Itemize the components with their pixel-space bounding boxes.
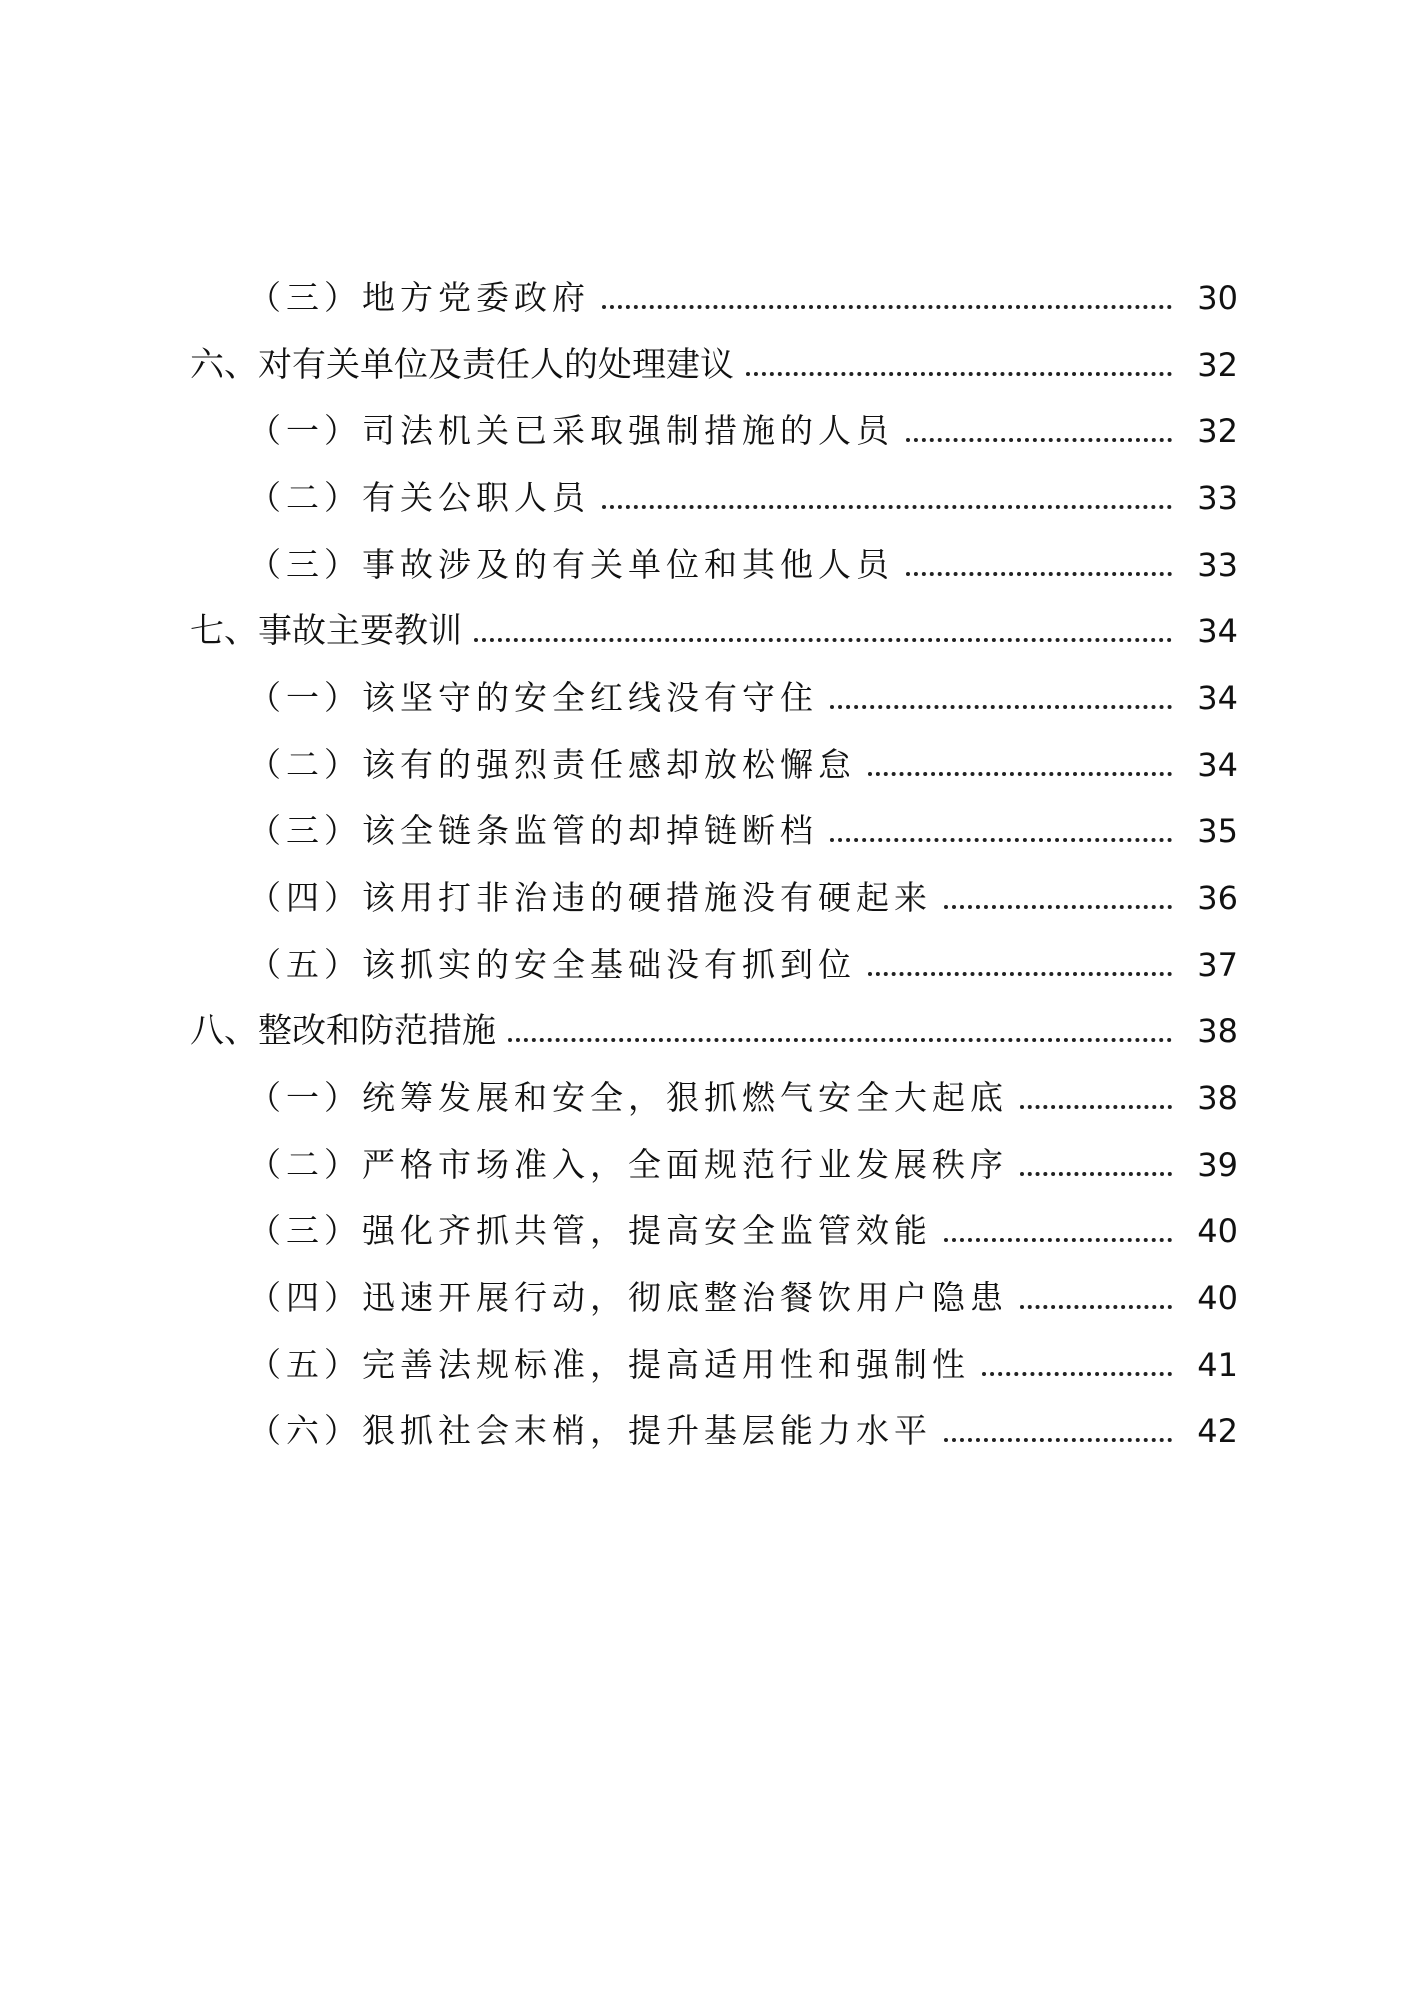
toc-page-number: 41 — [1197, 1346, 1238, 1384]
toc-entry[interactable] — [248, 1203, 1238, 1253]
toc-entry-title: （三）强化齐抓共管，提高安全监管效能 — [248, 1211, 932, 1250]
toc-entry-title: （六）狠抓社会末梢，提升基层能力水平 — [248, 1411, 932, 1450]
toc-page-number: 40 — [1197, 1279, 1238, 1317]
toc-dot-leader — [830, 838, 1172, 842]
toc-page-number: 42 — [1197, 1412, 1238, 1450]
toc-page-number: 32 — [1197, 346, 1238, 384]
toc-dot-leader — [868, 972, 1172, 976]
toc-entry-title: （三）事故涉及的有关单位和其他人员 — [248, 545, 894, 584]
toc-entry[interactable] — [248, 270, 1238, 320]
toc-entry[interactable] — [190, 1003, 1238, 1053]
toc-dot-leader — [906, 572, 1172, 576]
toc-entry[interactable] — [248, 537, 1238, 587]
toc-entry-title: （四）迅速开展行动，彻底整治餐饮用户隐患 — [248, 1278, 1008, 1317]
toc-entry-title: （二）该有的强烈责任感却放松懈怠 — [248, 745, 856, 784]
toc-dot-leader — [602, 505, 1172, 509]
toc-page-number: 33 — [1197, 479, 1238, 517]
toc-entry[interactable] — [248, 403, 1238, 453]
toc-page-number: 38 — [1197, 1012, 1238, 1050]
toc-entry[interactable] — [248, 1337, 1238, 1387]
toc-entry[interactable] — [248, 937, 1238, 987]
toc-dot-leader — [868, 772, 1172, 776]
toc-dot-leader — [982, 1372, 1172, 1376]
toc-page-number: 35 — [1197, 812, 1238, 850]
toc-entry[interactable] — [248, 870, 1238, 920]
toc-entry-title: 六、对有关单位及责任人的处理建议 — [190, 345, 734, 385]
toc-entry-title: （二）有关公职人员 — [248, 478, 590, 517]
toc-entry-title: （三）地方党委政府 — [248, 278, 590, 317]
toc-entry-title: （一）统筹发展和安全，狠抓燃气安全大起底 — [248, 1078, 1008, 1117]
toc-entry[interactable] — [248, 470, 1238, 520]
toc-entry-title: （三）该全链条监管的却掉链断档 — [248, 811, 818, 850]
toc-entry-title: （一）该坚守的安全红线没有守住 — [248, 678, 818, 717]
toc-dot-leader — [746, 372, 1172, 376]
toc-entry-title: （五）该抓实的安全基础没有抓到位 — [248, 945, 856, 984]
toc-page-number: 38 — [1197, 1079, 1238, 1117]
toc-page-number: 36 — [1197, 879, 1238, 917]
toc-entry-title: （四）该用打非治违的硬措施没有硬起来 — [248, 878, 932, 917]
toc-page-number: 34 — [1197, 746, 1238, 784]
toc-dot-leader — [1020, 1305, 1172, 1309]
toc-entry-title: 七、事故主要教训 — [190, 611, 462, 651]
toc-entry[interactable] — [248, 670, 1238, 720]
toc-dot-leader — [944, 1438, 1172, 1442]
toc-dot-leader — [1020, 1105, 1172, 1109]
toc-entry[interactable] — [248, 1270, 1238, 1320]
toc-page-number: 34 — [1197, 612, 1238, 650]
toc-dot-leader — [1020, 1172, 1172, 1176]
toc-dot-leader — [508, 1038, 1172, 1042]
toc-entry[interactable] — [248, 1403, 1238, 1453]
toc-entry[interactable] — [248, 1070, 1238, 1120]
toc-page-number: 37 — [1197, 946, 1238, 984]
toc-entry[interactable] — [248, 1137, 1238, 1187]
toc-entry[interactable] — [248, 737, 1238, 787]
toc-page-number: 33 — [1197, 546, 1238, 584]
toc-dot-leader — [944, 1238, 1172, 1242]
toc-dot-leader — [906, 438, 1172, 442]
toc-entry[interactable] — [190, 603, 1238, 653]
toc-entry[interactable] — [190, 337, 1238, 387]
toc-entry[interactable] — [248, 803, 1238, 853]
toc-page-number: 30 — [1197, 279, 1238, 317]
toc-dot-leader — [602, 305, 1172, 309]
toc-page-number: 39 — [1197, 1146, 1238, 1184]
toc-page-number: 40 — [1197, 1212, 1238, 1250]
toc-page-number: 32 — [1197, 412, 1238, 450]
toc-entry-title: （五）完善法规标准，提高适用性和强制性 — [248, 1345, 970, 1384]
toc-dot-leader — [830, 705, 1172, 709]
toc-entry-title: （一）司法机关已采取强制措施的人员 — [248, 411, 894, 450]
toc-dot-leader — [944, 905, 1172, 909]
toc-entry-title: （二）严格市场准入，全面规范行业发展秩序 — [248, 1145, 1008, 1184]
toc-dot-leader — [474, 638, 1172, 642]
toc-page-number: 34 — [1197, 679, 1238, 717]
toc-entry-title: 八、整改和防范措施 — [190, 1011, 496, 1051]
